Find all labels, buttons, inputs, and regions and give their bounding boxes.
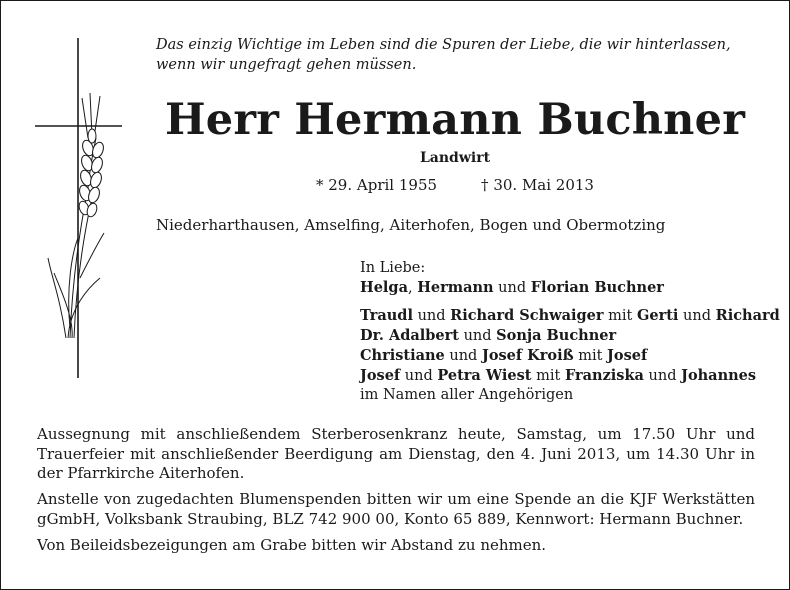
mourner-connector: und <box>678 308 716 324</box>
mourner-line <box>360 386 780 405</box>
mourner-connector: mit <box>573 348 608 364</box>
death-date: † 30. Mai 2013 <box>481 176 594 194</box>
mourner-name: Traudl <box>360 307 413 324</box>
mourner-name: Josef <box>607 347 648 364</box>
deceased-name: Herr Hermann Buchner <box>164 95 746 145</box>
motto-line: wenn wir ungefragt gehen müssen. <box>156 57 417 73</box>
mourners-block <box>360 259 780 405</box>
mourner-name: Petra Wiest <box>437 367 532 384</box>
mourner-name: Richard <box>715 307 780 324</box>
life-dates <box>120 174 790 196</box>
mourner-name: Josef <box>360 367 401 384</box>
mourner-name: Christiane <box>360 347 445 364</box>
mourner-name: Dr. Adalbert <box>360 327 459 344</box>
mourner-line <box>360 306 780 326</box>
mourner-name: Richard Schwaiger <box>450 307 604 324</box>
birth-date: * 29. April 1955 <box>316 176 438 194</box>
mourner-connector: mit <box>531 368 565 384</box>
mourner-connector: , <box>407 280 418 296</box>
places-list: Niederharthausen, Amselfing, Aiterhofen, Bogen und Obermotzing <box>156 216 666 234</box>
mourners-group-1 <box>360 278 780 298</box>
mourner-connector: und <box>400 368 438 384</box>
condolence-note: Von Beileidsbezeigungen am Grabe bitten wir Abstand zu nehmen. <box>37 536 547 554</box>
funeral-details: Aussegnung mit anschließendem Sterberosenkranz heute, Samstag, um 17.50 Uhr und Trauerfeier mit anschließender Beerdigung am Dienstag, den 4. Juni 2013, um 14.30 Uhr in der Pfarrkirche Aiterhofen. <box>37 425 755 482</box>
motto-quote <box>156 35 756 75</box>
mourner-name: Helga <box>360 279 408 296</box>
mourner-connector: und <box>493 280 531 296</box>
mourner-connector: im Namen aller Angehörigen <box>360 387 574 403</box>
mourner-line <box>360 346 780 366</box>
mourner-name: Sonja Buchner <box>496 327 617 344</box>
occupation: Landwirt <box>419 150 491 166</box>
mourner-connector: und <box>444 348 482 364</box>
mourners-intro: In Liebe: <box>360 260 426 276</box>
group-spacer <box>360 298 780 306</box>
mourners-group-2 <box>360 306 780 405</box>
mourner-name: Florian Buchner <box>530 279 664 296</box>
donation-request: Anstelle von zugedachten Blumenspenden bitten wir um eine Spende an die KJF Werkstätten gGmbH, Volksbank Straubing, BLZ 742 900 00, Konto 65 889, Kennwort: Hermann Buchner. <box>37 490 755 528</box>
mourner-connector: mit <box>603 308 637 324</box>
mourner-line <box>360 278 780 298</box>
mourner-line <box>360 366 780 386</box>
mourner-name: Josef Kroiß <box>481 347 574 364</box>
cross-with-wheat-icon <box>30 38 140 378</box>
mourner-name: Gerti <box>636 307 679 324</box>
mourner-connector: und <box>458 328 497 344</box>
mourner-name: Johannes <box>681 367 757 384</box>
mourner-name: Hermann <box>417 279 494 296</box>
motto-line: Das einzig Wichtige im Leben sind die Spuren der Liebe, die wir hinterlassen, <box>156 37 731 53</box>
mourner-connector: und <box>643 368 682 384</box>
mourner-connector: und <box>412 308 451 324</box>
mourner-line <box>360 326 780 346</box>
mourner-name: Franziska <box>564 367 644 384</box>
